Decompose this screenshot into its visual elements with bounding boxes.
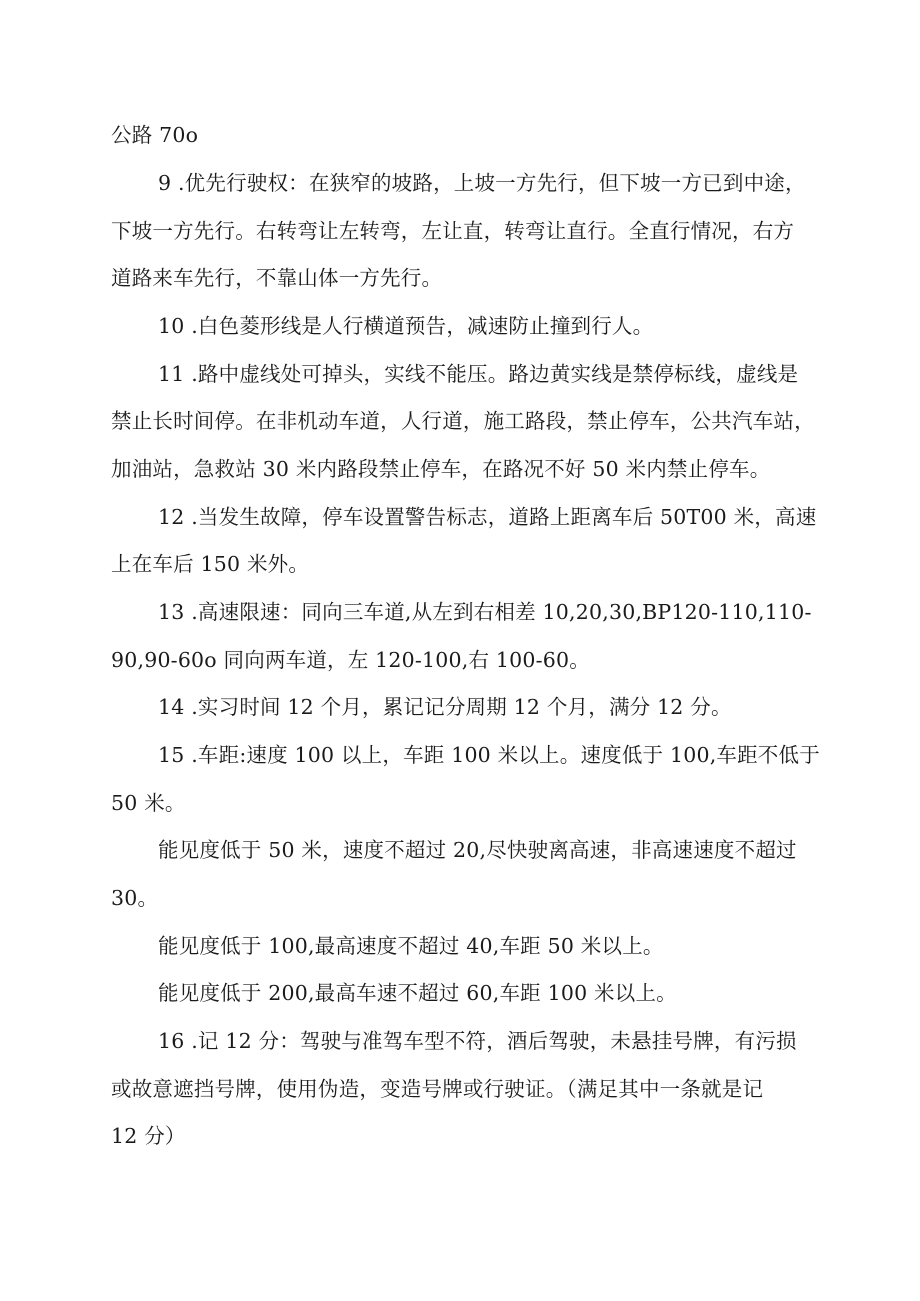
text-line: 道路来车先行，不靠山体一方先行。 [111, 266, 443, 290]
text-line: 9 .优先行驶权：在狭窄的坡路，上坡一方先行，但下坡一方已到中途， [158, 171, 806, 195]
text-line: 能见度低于 50 米，速度不超过 20,尽快驶离高速，非高速速度不超过 [158, 838, 797, 862]
text-line: 禁止长时间停。在非机动车道，人行道，施工路段，禁止停车，公共汽车站， [111, 409, 815, 433]
text-line: 加油站，急救站 30 米内路段禁止停车，在路况不好 50 米内禁止停车。 [111, 457, 771, 481]
text-line: 下坡一方先行。右转弯让左转弯，左让直，转弯让直行。全直行情况，右方 [111, 219, 795, 243]
text-line: 能见度低于 100,最高速度不超过 40,车距 50 米以上。 [158, 934, 664, 958]
text-line: 12 .当发生故障，停车设置警告标志，道路上距离车后 50T00 米，高速 [158, 505, 817, 529]
text-line: 11 .路中虚线处可掉头，实线不能压。路边黄实线是禁停标线，虚线是 [158, 362, 799, 386]
text-line: 12 分） [111, 1124, 186, 1148]
text-line: 50 米。 [111, 791, 186, 815]
text-line: 能见度低于 200,最高车速不超过 60,车距 100 米以上。 [158, 981, 677, 1005]
text-line: 15 .车距:速度 100 以上，车距 100 米以上。速度低于 100,车距不低于 [158, 743, 820, 767]
text-line: 10 .白色菱形线是人行横道预告，减速防止撞到行人。 [158, 314, 654, 338]
text-line: 16 .记 12 分：驾驶与准驾车型不符，酒后驾驶，未悬挂号牌，有污损 [158, 1029, 797, 1053]
text-line: 或故意遮挡号牌，使用伪造，变造号牌或行驶证。（满足其中一条就是记 [111, 1077, 764, 1101]
text-line: 90,90-60o 同向两车道，左 120-100,右 100-60。 [111, 648, 590, 672]
text-line: 上在车后 150 米外。 [111, 552, 310, 576]
text-line: 13 .高速限速：同向三车道,从左到右相差 10,20,30,BP120-110,110- [158, 600, 812, 624]
text-line: 30。 [111, 886, 159, 910]
text-line: 公路 70o [111, 123, 199, 147]
text-line: 14 .实习时间 12 个月，累记记分周期 12 个月，满分 12 分。 [158, 695, 732, 719]
